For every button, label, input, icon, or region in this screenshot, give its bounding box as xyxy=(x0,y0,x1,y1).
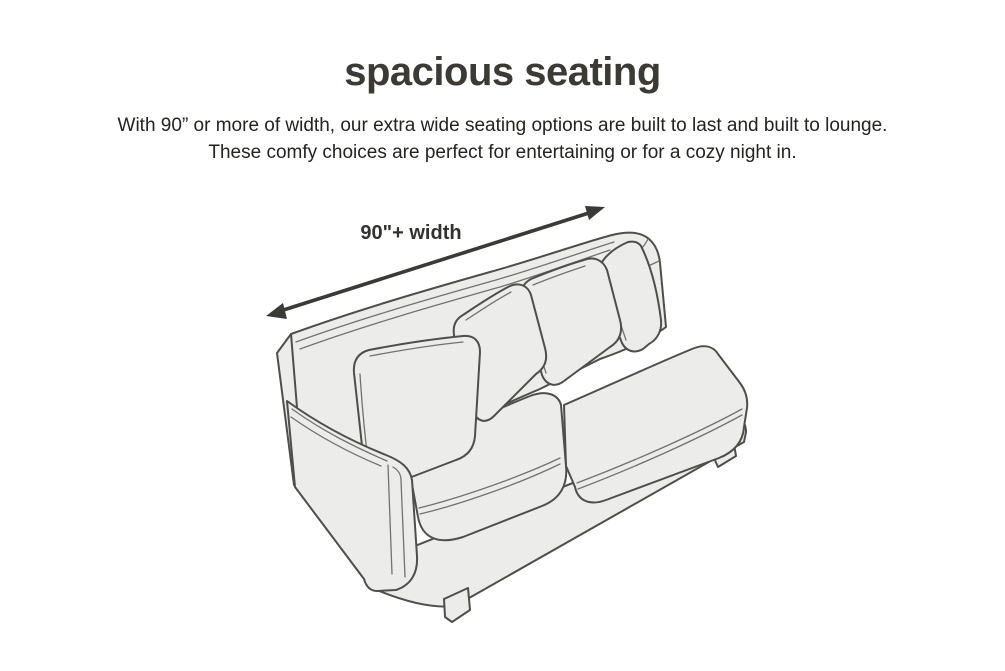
width-dimension-label: 90"+ width xyxy=(360,222,462,244)
description-line-2: These comfy choices are perfect for entertaining or for a cozy night in. xyxy=(208,142,797,163)
seat-cushion-right xyxy=(564,346,747,502)
arrow-head-right xyxy=(585,206,605,220)
description-line-1: With 90” or more of width, our extra wide seating options are built to last and built to lounge. xyxy=(117,115,888,136)
page-title: spacious seating xyxy=(344,50,661,94)
arrow-head-left xyxy=(266,303,287,319)
